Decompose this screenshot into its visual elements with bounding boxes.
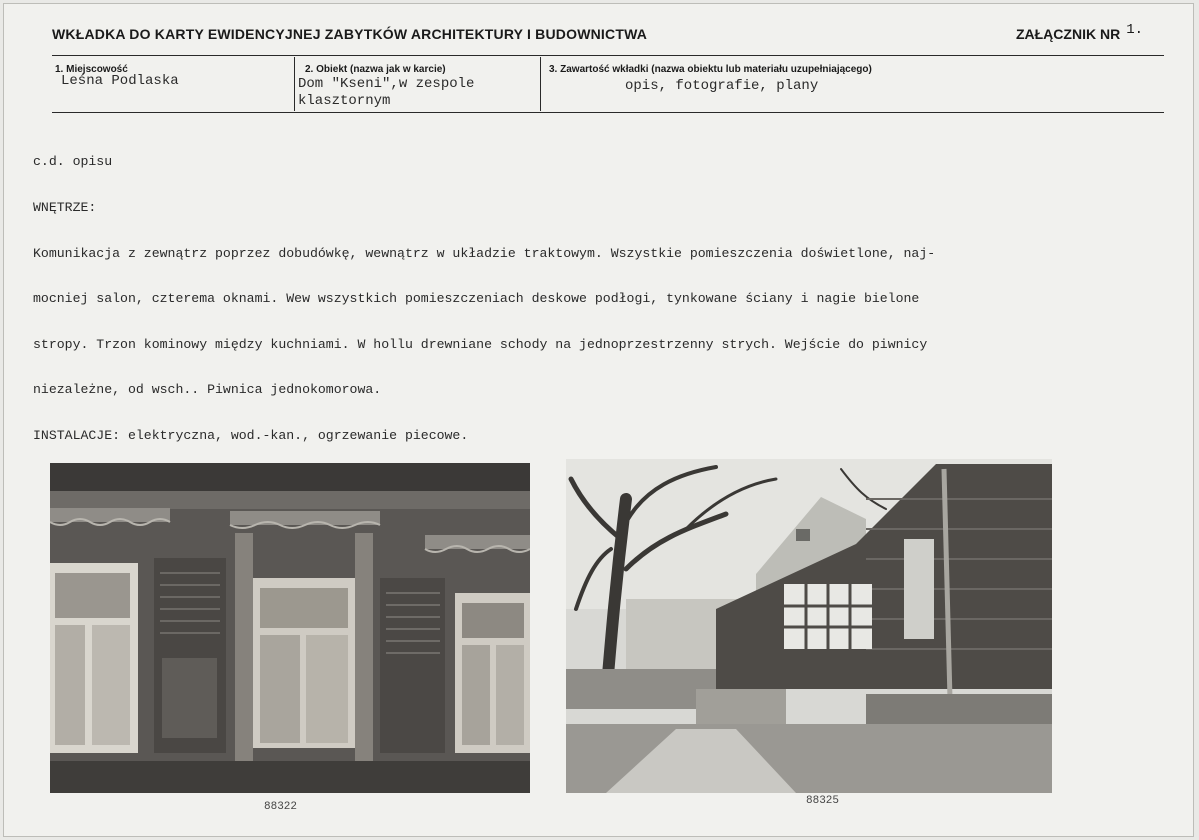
contents-label: 3. Zawartość wkładki (nazwa obiektu lub materiału uzupełniającego) bbox=[549, 64, 872, 75]
text-line: mocniej salon, czterema oknami. Wew wszystkich pomieszczeniach deskowe podłogi, tynkowane ściany i nagie bielone bbox=[33, 291, 920, 307]
description-text bbox=[33, 124, 1173, 458]
fields-rule bbox=[52, 112, 1164, 113]
field-divider bbox=[294, 57, 295, 111]
annex-number bbox=[1015, 22, 1143, 44]
photo-number: 88325 bbox=[806, 795, 840, 807]
windows-illustration bbox=[50, 463, 530, 793]
form-title: WKŁADKA DO KARTY EWIDENCYJNEJ ZABYTKÓW ARCHITEKTURY I BUDOWNICTWA bbox=[52, 26, 648, 42]
object-value-line1: Dom "Kseni",w zespole bbox=[298, 76, 475, 92]
annex-label: ZAŁĄCZNIK NR bbox=[1015, 26, 1121, 42]
photo-windows bbox=[50, 463, 530, 793]
text-line: WNĘTRZE: bbox=[33, 200, 97, 216]
contents-value: opis, fotografie, plany bbox=[625, 78, 819, 94]
text-line: niezależne, od wsch.. Piwnica jednokomorowa. bbox=[33, 382, 382, 398]
header-rule bbox=[52, 55, 1164, 56]
photo-house bbox=[566, 459, 1052, 793]
annex-value: 1. bbox=[1126, 22, 1143, 38]
object-value-line2: klasztornym bbox=[298, 93, 391, 109]
text-line: Komunikacja z zewnątrz poprzez dobudówkę, wewnątrz w układzie traktowym. Wszystkie pomieszczenia doświetlone, naj- bbox=[33, 245, 936, 261]
text-line: INSTALACJE: elektryczna, wod.-kan., ogrzewanie piecowe. bbox=[33, 428, 469, 444]
place-label: 1. Miejscowość bbox=[55, 64, 128, 75]
house-illustration bbox=[566, 459, 1052, 793]
photo-number: 88322 bbox=[264, 801, 298, 813]
text-line: c.d. opisu bbox=[33, 154, 113, 170]
place-value: Leśna Podlaska bbox=[61, 73, 179, 89]
field-divider bbox=[540, 57, 541, 111]
text-line: stropy. Trzon kominowy między kuchniami. W hollu drewniane schody na jednoprzestrzenny strych. Wejście do piwnicy bbox=[33, 336, 928, 352]
object-label: 2. Obiekt (nazwa jak w karcie) bbox=[305, 64, 446, 75]
